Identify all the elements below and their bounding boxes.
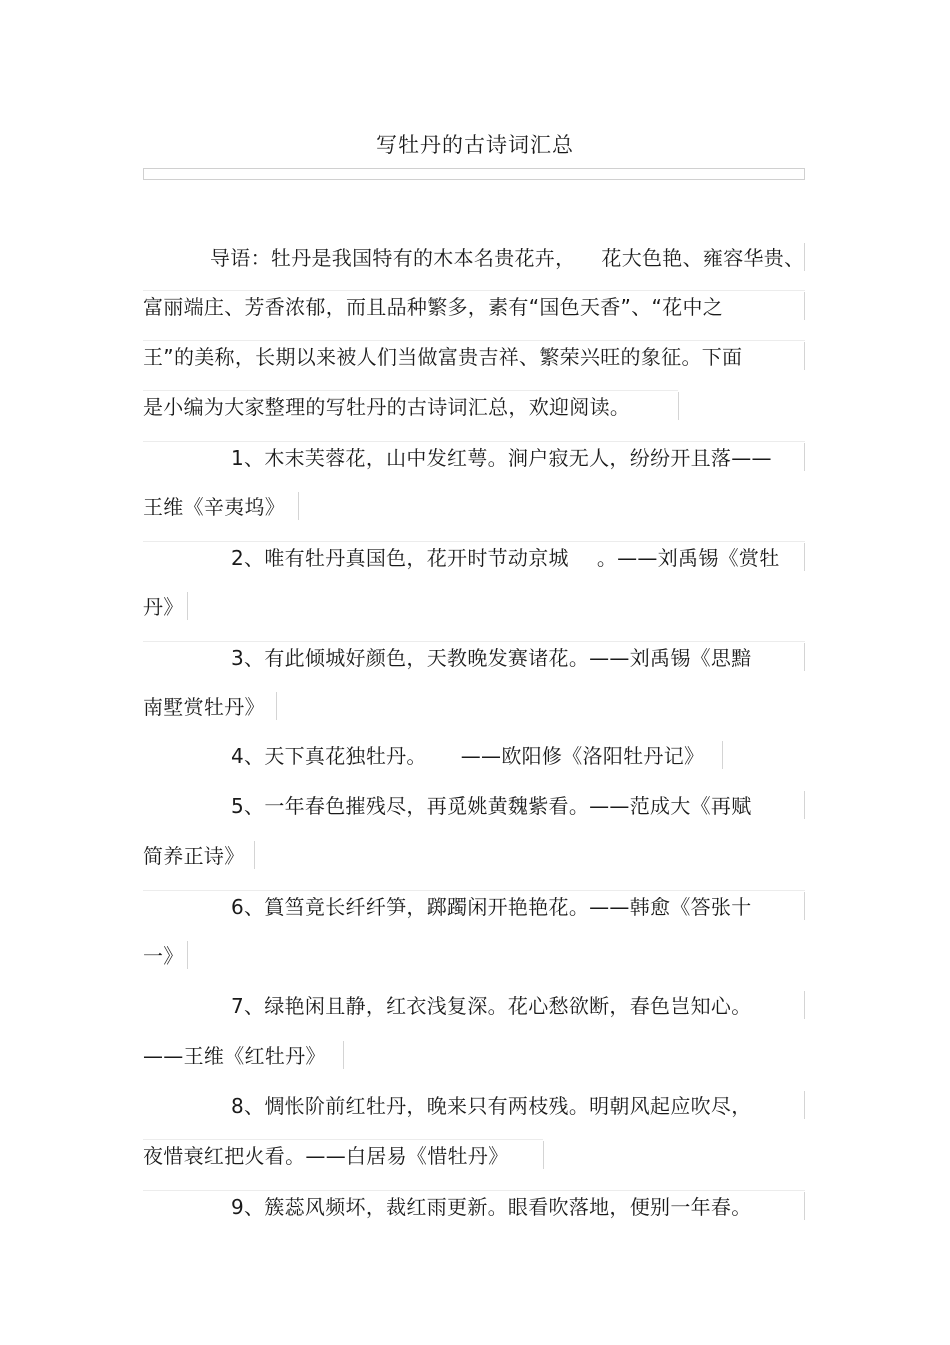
title-underline [143, 168, 805, 180]
line-end-marker [678, 392, 679, 420]
line-end-marker [804, 991, 805, 1019]
line-guide [143, 1139, 543, 1140]
poem-2-line-1 [231, 543, 780, 573]
line-end-marker [343, 1041, 344, 1069]
intro-line-1-part-a: 导语：牡丹是我国特有的木本名贵花卉， [210, 246, 576, 270]
line-guide [143, 890, 805, 891]
intro-line-1 [210, 243, 804, 273]
line-end-marker [804, 1192, 805, 1220]
line-end-marker [804, 543, 805, 571]
line-end-marker [804, 292, 805, 320]
poem-7-line-1: 7、绿艳闲且静，红衣浅复深。花心愁欲断，春色岂知心。 [231, 994, 752, 1018]
line-end-marker [276, 692, 277, 720]
poem-1-line-1: 1、木末芙蓉花，山中发红萼。涧户寂无人，纷纷开且落—— [231, 446, 772, 470]
line-end-marker [804, 243, 805, 271]
line-end-marker [804, 1091, 805, 1119]
intro-line-2: 富丽端庄、芳香浓郁，而且品种繁多，素有“国色天香”、“花中之 [143, 295, 724, 319]
line-end-marker [804, 892, 805, 920]
poem-1-line-2: 王维《辛夷坞》 [143, 495, 286, 519]
poem-2-line-2: 丹》 [143, 595, 184, 619]
poem-4-line-1-part-a: 4、天下真花独牡丹。 [231, 744, 427, 768]
line-end-marker [804, 342, 805, 370]
line-guide [143, 390, 678, 391]
line-guide [143, 441, 805, 442]
line-guide [143, 1190, 805, 1191]
line-end-marker [254, 841, 255, 869]
poem-2-line-1-part-b: 。——刘禹锡《赏牡 [596, 546, 780, 570]
line-end-marker [804, 791, 805, 819]
poem-8-line-2: 夜惜衰红把火看。——白居易《惜牡丹》 [143, 1144, 509, 1168]
document-title: 写牡丹的古诗词汇总 [376, 133, 574, 157]
line-end-marker [804, 443, 805, 471]
poem-2-line-1-part-a: 2、唯有牡丹真国色，花开时节动京城 [231, 546, 569, 570]
poem-8-line-1: 8、惆怅阶前红牡丹，晚来只有两枝残。明朝风起应吹尽， [231, 1094, 752, 1118]
intro-line-1-part-b: 花大色艳、雍容华贵、 [601, 246, 805, 270]
poem-9-line-1: 9、簇蕊风频坏，裁红雨更新。眼看吹落地，便别一年春。 [231, 1195, 752, 1219]
intro-line-4: 是小编为大家整理的写牡丹的古诗词汇总，欢迎阅读。 [143, 395, 631, 419]
poem-7-line-2: ——王维《红牡丹》 [143, 1044, 326, 1068]
line-end-marker [804, 643, 805, 671]
poem-5-line-1: 5、一年春色摧残尽，再觅姚黄魏紫看。——范成大《再赋 [231, 794, 752, 818]
intro-line-3: 王”的美称，长期以来被人们当做富贵吉祥、繁荣兴旺的象征。下面 [143, 345, 743, 369]
line-guide [143, 541, 805, 542]
poem-6-line-1: 6、篔筜竟长纤纤笋，踯躅闲开艳艳花。——韩愈《答张十 [231, 895, 752, 919]
line-end-marker [722, 741, 723, 769]
line-guide [143, 340, 805, 341]
line-end-marker [187, 941, 188, 969]
poem-4-line-1 [231, 741, 704, 771]
poem-3-line-2: 南墅赏牡丹》 [143, 695, 265, 719]
line-end-marker [187, 592, 188, 620]
line-guide [143, 641, 805, 642]
line-end-marker [298, 492, 299, 520]
poem-3-line-1: 3、有此倾城好颜色，天教晚发赛诸花。——刘禹锡《思黯 [231, 646, 752, 670]
poem-4-line-1-part-b: ——欧阳修《洛阳牡丹记》 [460, 744, 705, 768]
line-end-marker [543, 1141, 544, 1169]
line-guide [143, 290, 805, 291]
poem-5-line-2: 简养正诗》 [143, 844, 245, 868]
poem-6-line-2: 一》 [143, 944, 184, 968]
